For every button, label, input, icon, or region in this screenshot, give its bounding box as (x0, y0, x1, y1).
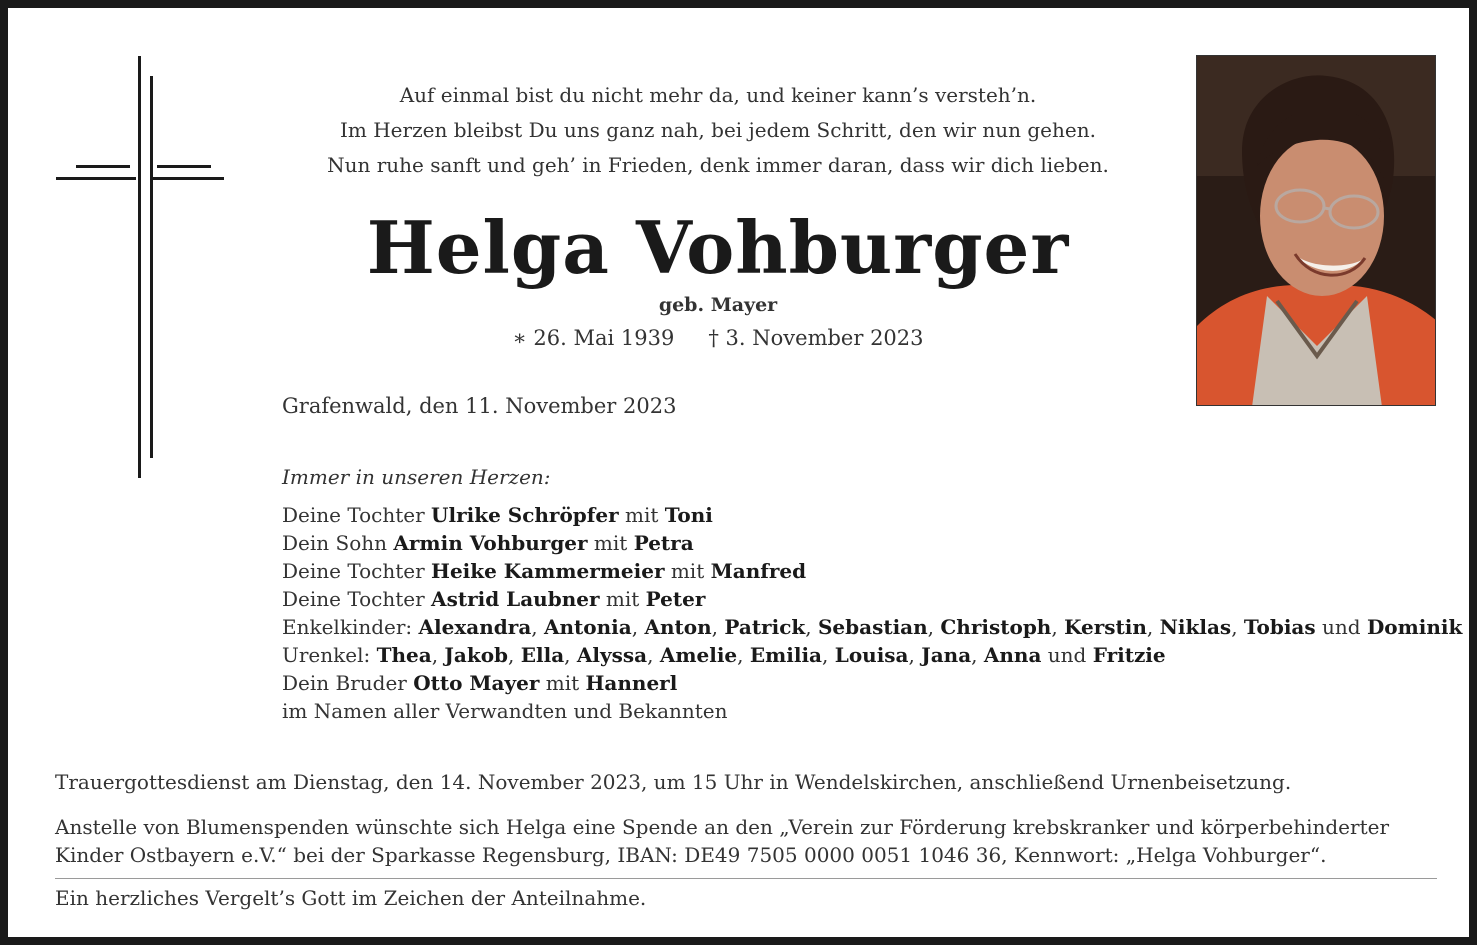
mourner-name: Thea (376, 643, 432, 667)
mourner-text: und (1315, 615, 1367, 639)
mourner-name: Louisa (834, 643, 909, 667)
maiden-name: geb. Mayer (658, 294, 778, 316)
mourner-text: , (631, 615, 645, 639)
mourner-name: Ulrike Schröpfer (431, 503, 619, 527)
mourner-name: Fritzie (1092, 643, 1166, 667)
mourner-text: , (971, 643, 984, 667)
mourner-text: , (927, 615, 941, 639)
mourner-text: , (737, 643, 750, 667)
mourner-name: Antonia (544, 615, 632, 639)
mourner-text: mit (618, 503, 665, 527)
mourner-name: Heike Kammermeier (431, 559, 665, 583)
mourner-text: , (531, 615, 544, 639)
mourner-name: Christoph (940, 615, 1052, 639)
mourner-name: Astrid Laubner (431, 587, 600, 611)
mourner-text: , (1051, 615, 1065, 639)
mourner-name: Tobias (1243, 615, 1316, 639)
mourner-text: Deine Tochter (282, 559, 432, 583)
mourner-row (282, 529, 1462, 557)
mourner-text: , (431, 643, 445, 667)
mourner-name: Toni (664, 503, 713, 527)
mourner-name: Jakob (444, 643, 509, 667)
mourner-row (282, 585, 1462, 613)
life-dates (268, 326, 1168, 350)
mourner-text: , (647, 643, 660, 667)
death-date: † 3. November 2023 (708, 326, 924, 350)
mourner-row (282, 613, 1462, 641)
mourner-text: , (908, 643, 922, 667)
donation-info: Anstelle von Blumenspenden wünschte sich Helga eine Spende an den „Verein zur Förderung krebskranker und körperbehinderter Kinder Ostbayern e.V.“ bei der Sparkasse Regensburg, IBAN: DE49 7505 0000 0051 1046 36, Kennwort: „Helga Vohburger“. (55, 815, 1390, 867)
mourner-name: Dominik (1366, 615, 1463, 639)
mourner-name: Petra (633, 531, 694, 555)
poem-line: Auf einmal bist du nicht mehr da, und keiner kann’s versteh’n. (399, 83, 1037, 107)
mourner-name: Amelie (659, 643, 738, 667)
service-info: Trauergottesdienst am Dienstag, den 14. November 2023, um 15 Uhr in Wendelskirchen, anschließend Urnenbeisetzung. (55, 770, 1292, 794)
portrait-photo (1196, 55, 1436, 406)
mourner-text: Dein Sohn (282, 531, 394, 555)
mourner-name: Peter (645, 587, 706, 611)
mourner-text: Dein Bruder (282, 671, 414, 695)
mourner-text: , (805, 615, 818, 639)
mourner-name: Anna (983, 643, 1042, 667)
mourner-name: Hannerl (585, 671, 678, 695)
mourner-text: mit (539, 671, 586, 695)
mourner-text: , (711, 615, 725, 639)
mourner-text: , (564, 643, 577, 667)
mourner-row (282, 557, 1462, 585)
cross-icon (56, 56, 226, 478)
mourner-name: Armin Vohburger (393, 531, 588, 555)
mourners-lead: Immer in unseren Herzen: (282, 465, 551, 489)
mourners-list (282, 463, 1462, 725)
mourner-row (282, 697, 1462, 725)
mourner-name: Kerstin (1064, 615, 1147, 639)
mourner-text: , (1146, 615, 1160, 639)
mourner-text: , (822, 643, 835, 667)
mourner-name: Patrick (724, 615, 806, 639)
mourner-text: Urenkel: (282, 643, 377, 667)
mourner-name: Ella (520, 643, 565, 667)
mourner-name: Otto Mayer (413, 671, 540, 695)
mourner-name: Anton (644, 615, 712, 639)
mourner-text: Deine Tochter (282, 587, 432, 611)
mourner-text: mit (599, 587, 646, 611)
mourner-name: Manfred (710, 559, 807, 583)
mourner-row (282, 669, 1462, 697)
mourner-text: im Namen aller Verwandten und Bekannten (282, 699, 728, 723)
deceased-name: Helga Vohburger (366, 205, 1070, 290)
poem (268, 78, 1168, 183)
mourner-text: , (508, 643, 521, 667)
mourner-row (282, 501, 1462, 529)
poem-line: Nun ruhe sanft und geh’ in Frieden, denk immer daran, dass wir dich lieben. (327, 153, 1109, 177)
poem-line: Im Herzen bleibst Du uns ganz nah, bei jedem Schritt, den wir nun gehen. (340, 118, 1096, 142)
mourner-text: Deine Tochter (282, 503, 432, 527)
mourner-name: Alyssa (576, 643, 648, 667)
mourner-text: und (1041, 643, 1093, 667)
mourner-row (282, 641, 1462, 669)
divider (55, 878, 1437, 879)
mourner-name: Niklas (1159, 615, 1232, 639)
mourner-text: , (1231, 615, 1244, 639)
mourner-name: Emilia (749, 643, 823, 667)
mourner-name: Jana (921, 643, 972, 667)
mourner-name: Sebastian (817, 615, 928, 639)
mourner-name: Alexandra (418, 615, 532, 639)
mourner-text: Enkelkinder: (282, 615, 419, 639)
thanks-line: Ein herzliches Vergelt’s Gott im Zeichen der Anteilnahme. (55, 886, 647, 910)
place-date: Grafenwald, den 11. November 2023 (282, 394, 677, 418)
birth-date: ∗ 26. Mai 1939 (512, 326, 675, 350)
mourner-text: mit (664, 559, 711, 583)
mourner-text: mit (587, 531, 634, 555)
